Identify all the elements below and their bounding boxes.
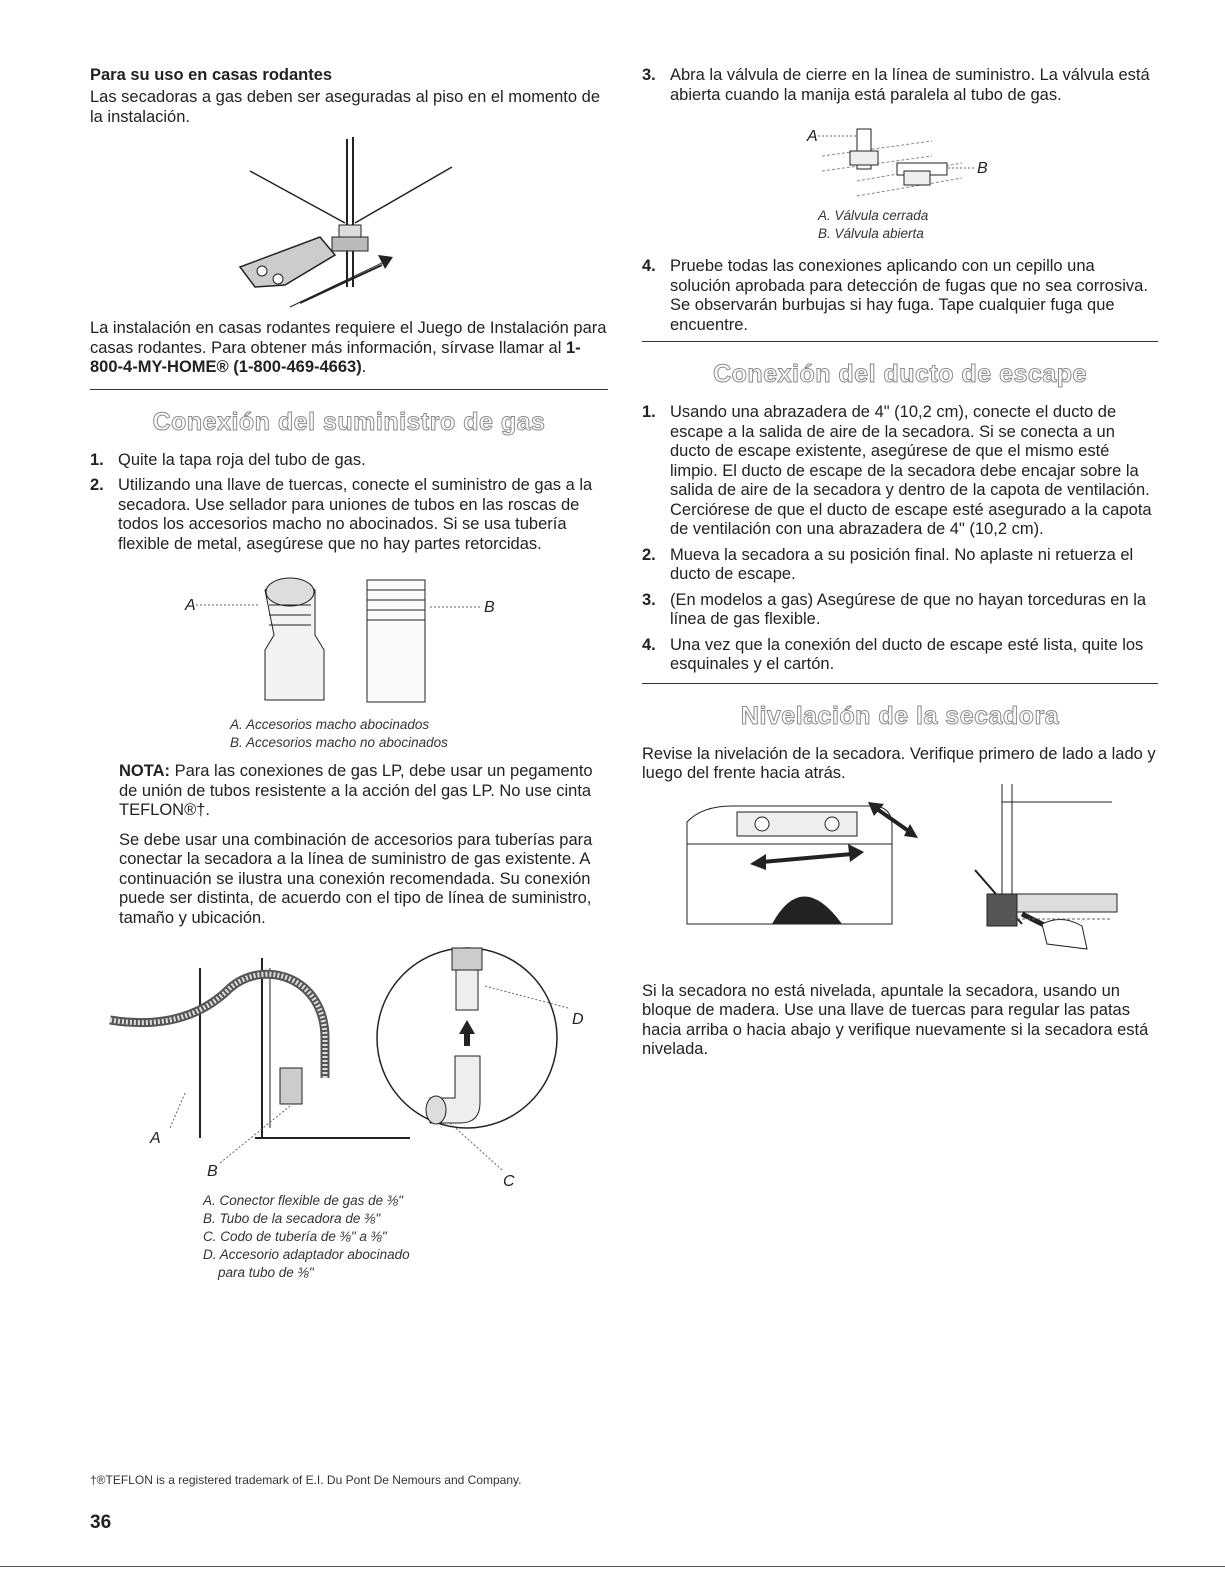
- fittings-label-a: A: [185, 597, 196, 614]
- note: [90, 762, 608, 821]
- mobile-home-bolt-illustration: [90, 127, 608, 319]
- leveling-illustration: [642, 784, 1158, 974]
- step-number: 3.: [642, 66, 656, 84]
- step-text: (En modelos a gas) Asegúrese de que no hayan torceduras en la línea de gas flexible.: [670, 590, 1147, 628]
- step-number: 1.: [642, 403, 656, 421]
- caption-c: C. Codo de tubería de ⅜" a ⅜": [203, 1229, 387, 1244]
- caption-a: A. Accesorios macho abocinados: [230, 717, 430, 732]
- caption-d: D. Accesorio adaptador abocinado: [203, 1247, 410, 1262]
- step-text: Quite la tapa roja del tubo de gas.: [118, 450, 366, 469]
- mobile-kit-body: La instalación en casas rodantes requiere el Juego de Instalación para casas rodantes. Para obtener más información, sírvase llamar al: [90, 319, 607, 357]
- note-label: NOTA:: [119, 762, 171, 780]
- mobile-home-intro: Las secadoras a gas deben ser aseguradas al piso en el momento de la instalación.: [90, 88, 600, 126]
- connection-label-b: B: [207, 1163, 218, 1180]
- mobile-kit-text: [90, 319, 608, 378]
- leveling-adjust-text: Si la secadora no está nivelada, apuntale la secadora, usando un bloque de madera. Use una llave de tuercas para regular las patas hacia arriba o hacia abajo y verifique nuevamente si la secadora está nivelada.: [642, 981, 1149, 1058]
- gas-step-1: [90, 451, 608, 471]
- fittings-captions: [90, 716, 608, 752]
- step-text: Abra la válvula de cierre en la línea de suministro. La válvula está abierta cuando la manija está paralela al tubo de gas.: [670, 66, 1150, 104]
- caption-b: B. Tubo de la secadora de ⅜": [203, 1211, 381, 1226]
- gas-step-2: [90, 476, 608, 554]
- caption-b: B. Válvula abierta: [818, 226, 924, 241]
- section-divider: [642, 683, 1158, 684]
- fittings-illustration: [90, 560, 608, 708]
- step-number: 4.: [642, 635, 656, 654]
- caption-a: A. Válvula cerrada: [818, 208, 929, 223]
- connection-label-d: D: [572, 1011, 584, 1028]
- combination-text: Se debe usar una combinación de accesorios para tuberías para conectar la secadora a la línea de suministro de gas existente. A continuación se ilustra una conexión recomendada. Su conexión puede ser distinta, de acuerdo con el tipo de línea de suministro, tamaño y ubicación.: [119, 830, 593, 927]
- step-number: 3.: [642, 590, 656, 609]
- section-divider: [642, 341, 1158, 342]
- caption-a: A. Conector flexible de gas de ⅜": [203, 1193, 403, 1208]
- leveling-intro: Revise la nivelación de la secadora. Verifique primero de lado a lado y luego del frente hacia atrás.: [642, 744, 1156, 782]
- exhaust-step-1: [642, 403, 1158, 540]
- caption-d-cont: para tubo de ⅜": [218, 1265, 314, 1280]
- exhaust-step-2: [642, 546, 1158, 585]
- valve-captions: [642, 207, 1158, 243]
- page-bottom-rule: [0, 1566, 1225, 1567]
- leveling-section-title: Nivelación de la secadora: [740, 701, 1060, 730]
- left-column: [90, 66, 608, 1282]
- exhaust-section-title: Conexión del ducto de escape: [713, 360, 1087, 388]
- step-number: 2.: [90, 476, 104, 494]
- gas-section-title: Conexión del suministro de gas: [152, 407, 546, 436]
- gas-connection-illustration: [90, 928, 608, 1186]
- connection-captions: [90, 1192, 608, 1282]
- page-number: 36: [90, 1512, 112, 1533]
- step-text: Usando una abrazadera de 4" (10,2 cm), conecte el ducto de escape a la salida de aire de la secadora. Si se conecta a un ducto de escape existente, asegúrese de que el mismo esté limpio. El ducto de escape de la secadora debe encajar sobre la salida de aire de la secadora y dentro de la capota de ventilación. Cerciórese de que el ducto de escape esté asegurado a la capota de ventilación con una abrazadera de 4" (10,2 cm).: [670, 403, 1152, 538]
- gas-step-4: [642, 257, 1158, 335]
- valve-label-a: A: [807, 128, 818, 145]
- exhaust-step-4: [642, 636, 1158, 675]
- note-text: Para las conexiones de gas LP, debe usar un pegamento de unión de tubos resistente a la acción del gas LP. No use cinta TEFLON®†.: [119, 762, 593, 819]
- fittings-label-b: B: [484, 599, 495, 616]
- gas-step-3: [642, 66, 1158, 105]
- connection-label-c: C: [503, 1173, 515, 1186]
- trademark-footnote: †®TEFLON is a registered trademark of E.I. Du Pont De Nemours and Company.: [90, 1473, 522, 1487]
- right-column: [642, 66, 1158, 1060]
- step-text: Utilizando una llave de tuercas, conecte el suministro de gas a la secadora. Use sellador para uniones de tubos en las roscas de todos los accesorios macho no abocinados. Si se usa tubería flexible de metal, asegúrese que no hay partes retorcidas.: [118, 476, 593, 553]
- valve-label-b: B: [977, 160, 988, 177]
- mobile-kit-end: .: [361, 358, 367, 376]
- exhaust-step-3: [642, 591, 1158, 630]
- step-number: 2.: [642, 545, 656, 564]
- step-text: Pruebe todas las conexiones aplicando con un cepillo una solución aprobada para detección de fugas que no sea corrosiva. Se observarán burbujas si hay fuga. Tape cualquier fuga que encuentre.: [670, 257, 1148, 334]
- mobile-kit-phone: 1-800-4-MY-HOME® (1-800-469-4663): [90, 338, 581, 376]
- step-text: Una vez que la conexión del ducto de escape esté lista, quite los esquinales y el cartón.: [670, 635, 1144, 673]
- step-text: Mueva la secadora a su posición final. No aplaste ni retuerza el ducto de escape.: [670, 545, 1134, 583]
- step-number: 4.: [642, 257, 656, 275]
- valve-illustration: [642, 111, 1158, 197]
- step-number: 1.: [90, 450, 104, 469]
- mobile-home-heading: Para su uso en casas rodantes: [90, 66, 333, 84]
- caption-b: B. Accesorios macho no abocinados: [230, 735, 448, 750]
- section-divider: [90, 389, 608, 390]
- connection-label-a: A: [150, 1130, 161, 1147]
